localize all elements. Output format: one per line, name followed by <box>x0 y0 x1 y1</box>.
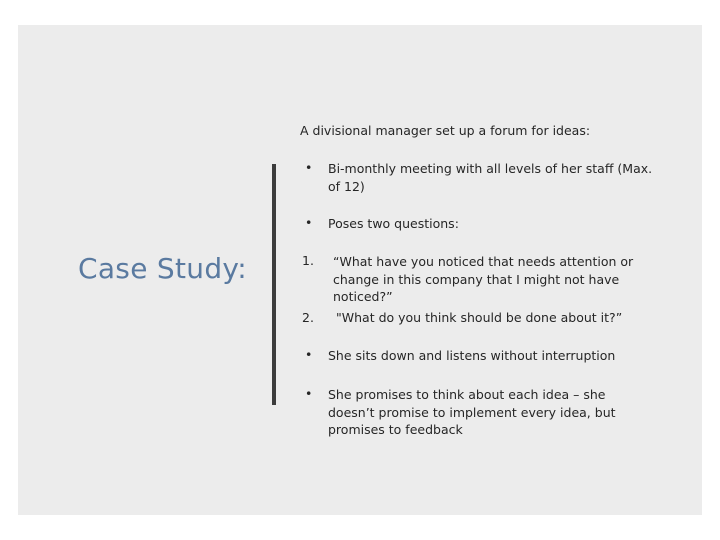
question-number: 1. <box>302 253 314 268</box>
bullet-text: Poses two questions: <box>328 216 459 231</box>
bullet-marker: • <box>305 160 313 175</box>
bullet-text: Bi-monthly meeting with all levels of her staff (Max. of 12) <box>328 161 653 194</box>
slide-title: Case Study: <box>78 252 247 285</box>
bullet-text: She sits down and listens without interruption <box>328 348 616 363</box>
vertical-divider <box>272 164 276 405</box>
question-text: “What have you noticed that needs attention or change in this company that I might not have noticed?” <box>333 254 634 304</box>
bullet-marker: • <box>305 215 313 230</box>
question-number: 2. <box>302 310 314 325</box>
bullet-marker: • <box>305 386 313 401</box>
slide-background <box>18 25 702 515</box>
question-text: "What do you think should be done about it?” <box>336 310 623 325</box>
bullet-marker: • <box>305 347 313 362</box>
bullet-text: She promises to think about each idea – she doesn’t promise to implement every idea, but promises to feedback <box>328 387 616 437</box>
intro-text: A divisional manager set up a forum for ideas: <box>300 123 591 138</box>
